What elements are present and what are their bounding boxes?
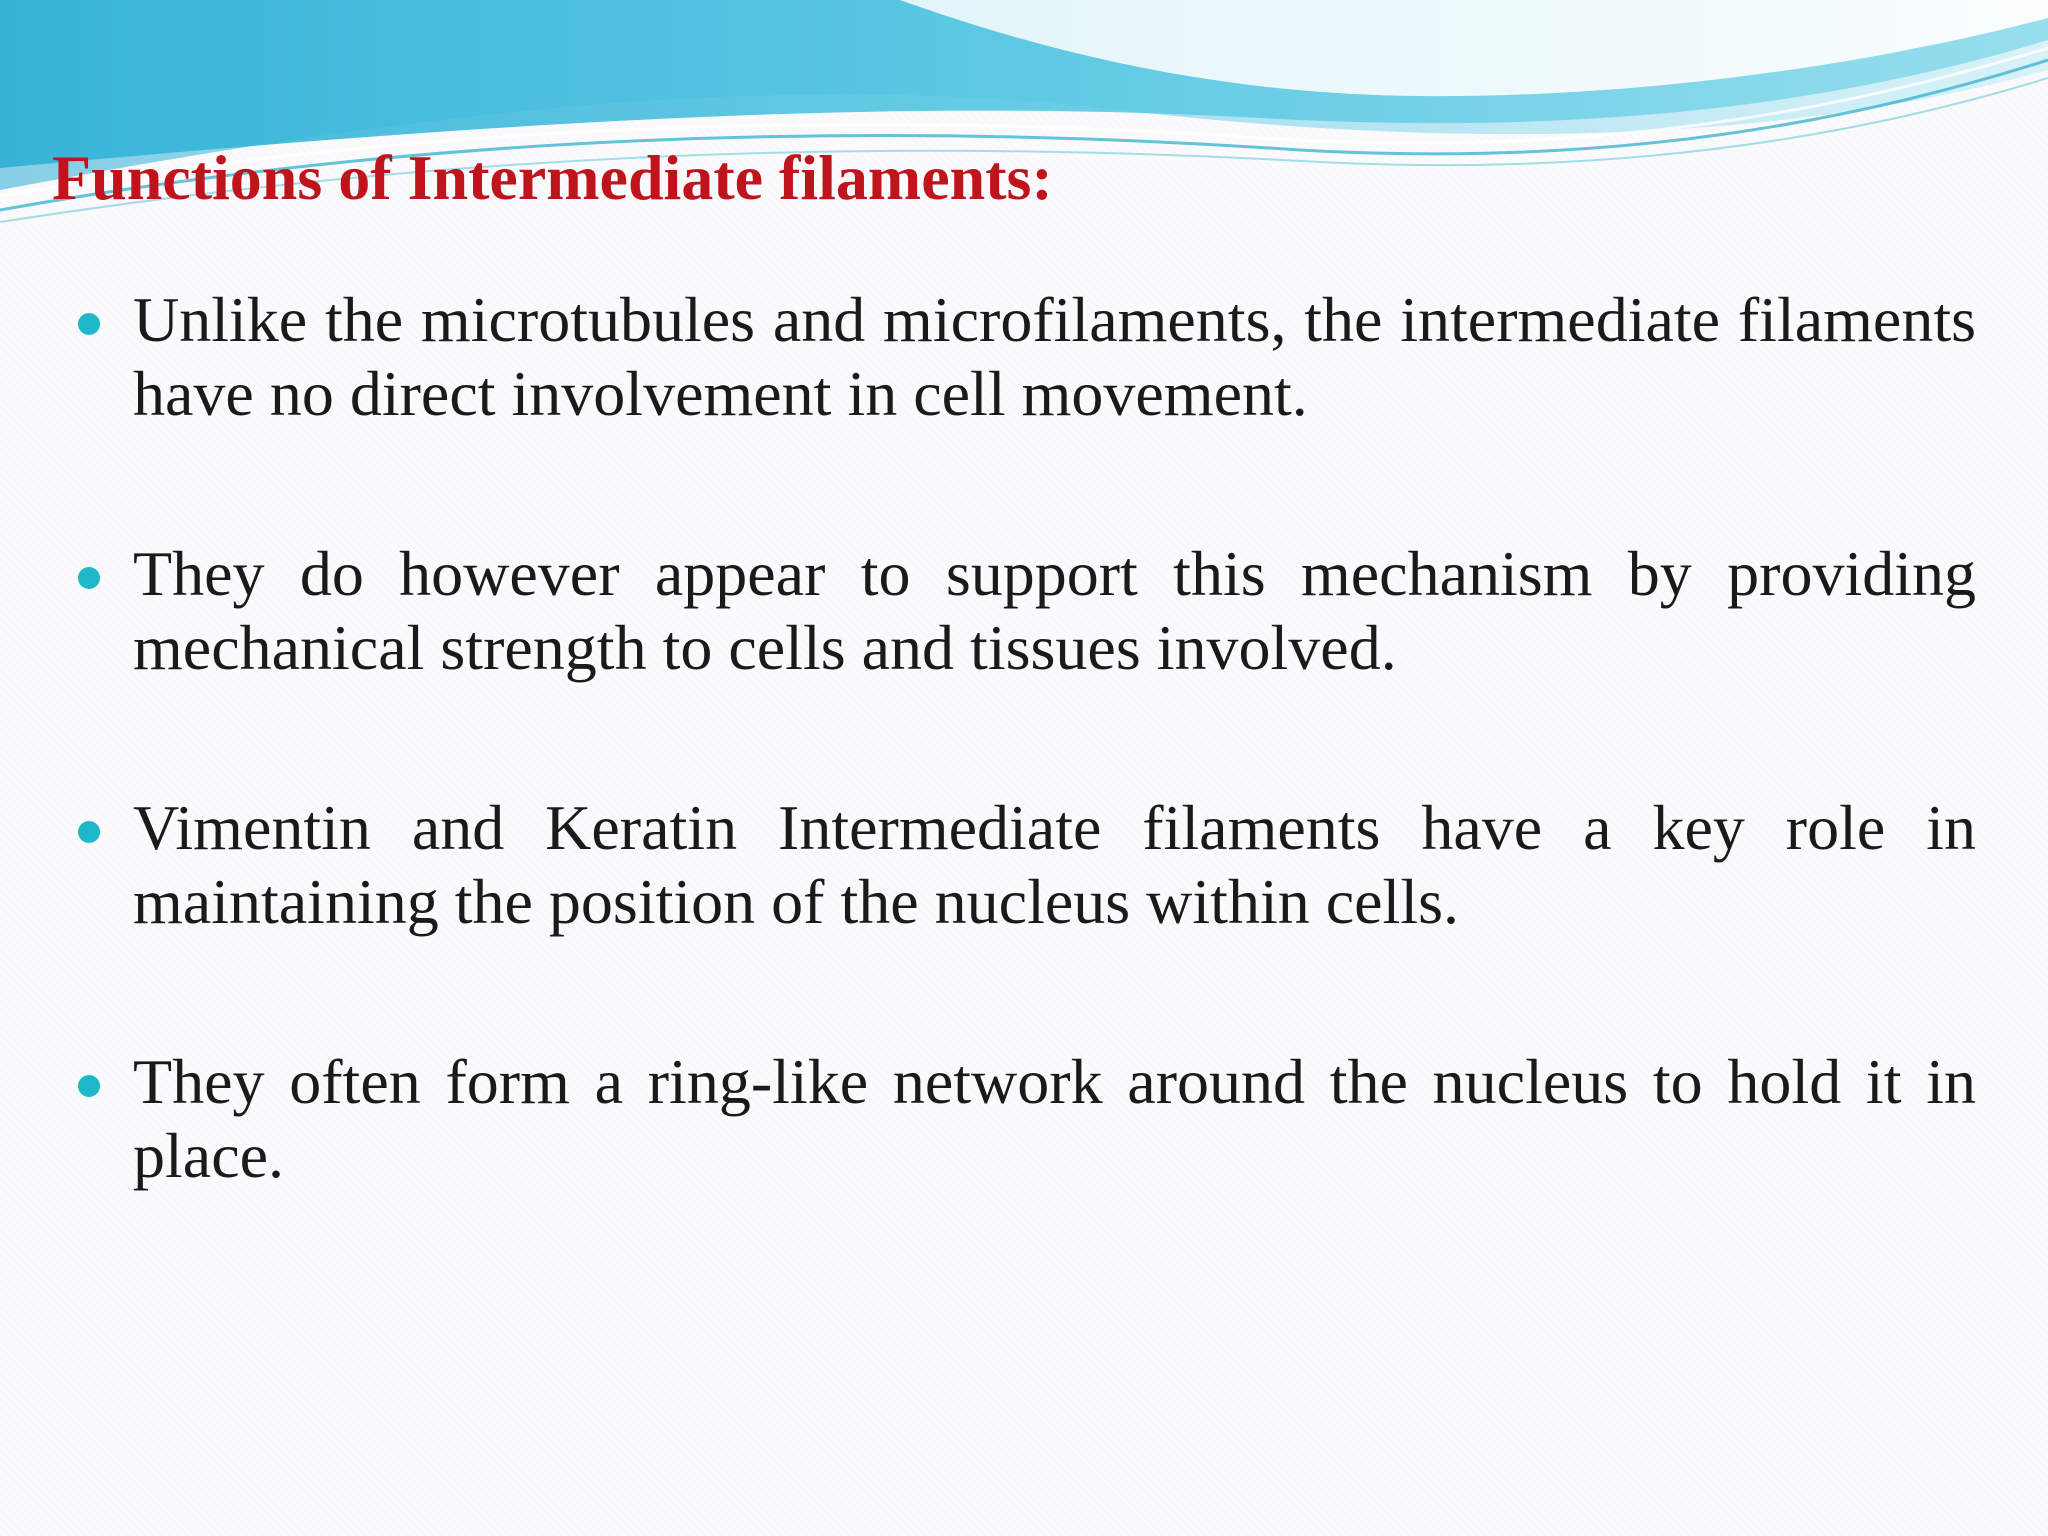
- bullet-icon: [78, 821, 100, 843]
- bullet-icon: [78, 1075, 100, 1097]
- bullet-text: Vimentin and Keratin Intermediate filaments have a key role in maintaining the position of the nucleus within cells.: [133, 792, 1976, 937]
- slide-title: Functions of Intermediate filaments:: [52, 142, 1053, 213]
- list-item: [133, 283, 1976, 431]
- bullet-icon: [78, 567, 100, 589]
- bullet-text: They do however appear to support this mechanism by providing mechanical strength to cells and tissues involved.: [133, 538, 1976, 683]
- bullet-text: They often form a ring-like network around the nucleus to hold it in place.: [133, 1046, 1976, 1191]
- bullet-icon: [78, 313, 100, 335]
- list-item: [133, 537, 1976, 685]
- list-item: [133, 791, 1976, 939]
- bullet-text: Unlike the microtubules and microfilaments, the intermediate filaments have no direct involvement in cell movement.: [133, 284, 1976, 429]
- list-item: [133, 1045, 1976, 1193]
